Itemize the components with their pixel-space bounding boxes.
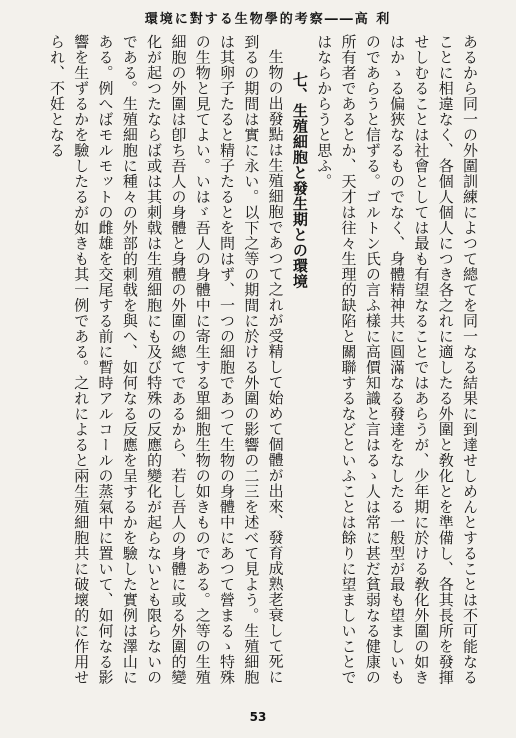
paragraph-2: 生物の出發點は生殖細胞であつて之れが受精して始めて個體が出來、發育成熟老衰して死に到るの期間は實に永い。以下之等の期間に於ける外圍の影響の二三を述べて見よう。生殖細胞は其卵子たると精子たるとを問はず、一つの細胞であつて生物の身體中にあつて營まるゝ特殊の生物と見てよい。いはゞ吾人の身體中に寄生する單細胞生物の如きものである。之等の生殖細胞の外圍は卽ち吾人の身體と身體の外圍の總てであるから、若し吾人の身體に或る外圍的變化が起つたならば或は其刺戟は生殖細胞にも及び特殊の反應的變化が起らないとも限らないのである。生殖細胞に種々の外部的刺戟を與へ、如何なる反應を呈するかを驗した實例は澤山にある。例へばモルモットの雌雄を交尾する前に暫時アルコールの蒸氣中に置いて、如何なる影響を生ずるかを驗したるが如きも其一例である。之れによると兩生殖細胞共に破壞的に作用せられ、不妊となる xyxy=(47,34,285,685)
section-heading: 七、生殖細胞と發生期との環境 xyxy=(290,71,309,289)
paragraph-1: あるから同一の外圍訓練によつて總てを同一なる結果に到達せしめんとすることは不可能なることに相違なく、各個人個人につき各之れに適したる外圍と敎化とを準備し、各其長所を發揮せしむることは社會としては最も有望なることではあらうが、少年期に於ける敎化外圍の如きはかゝる偏狹なるものでなく、身體精神共に圓滿なる發達をなしたる一般型が最も望ましいものであらうと信ずる。ゴルトン氏の言ふ樣に高價知識と言はるゝ人は常に甚だ貧弱なる健康の所有者であるとか、天才は往々生理的缺陷と關聯するなどといふことは餘りに望ましいことではならからうと思ふ。 xyxy=(315,34,479,685)
page-number: 53 xyxy=(249,710,267,724)
vertical-body-text xyxy=(34,34,482,692)
running-head: 環境に對する生物學的考察――高 利 xyxy=(144,12,392,27)
